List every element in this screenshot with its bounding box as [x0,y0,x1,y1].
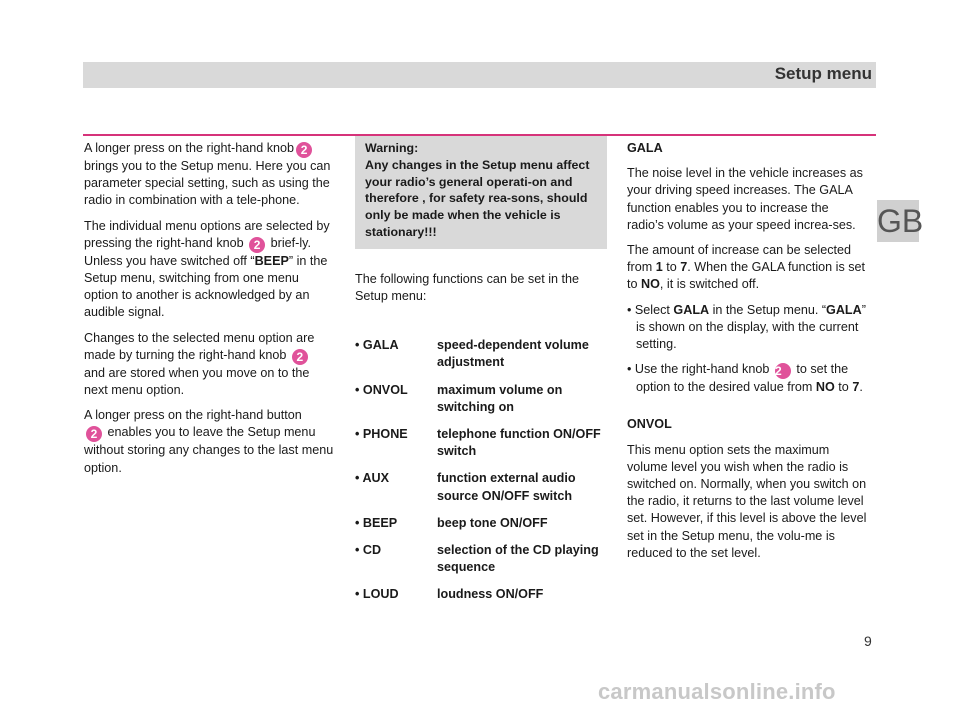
header-bar [83,62,876,88]
knob-2-icon: 2 [296,142,312,158]
paragraph-gala-amount: The amount of increase can be selected from 1 to 7. When the GALA function is set to NO, it is switched off. [627,243,866,292]
warning-title: Warning: [365,141,419,155]
paragraph-leave-setup: A longer press on the right-hand button 2 enables you to leave the Setup menu without storing any changes to the last menu option. [84,408,334,475]
paragraph-changes: Changes to the selected menu option are made by turning the right-hand knob 2 and are stored when you move on to the next menu option. [84,330,315,398]
functions-intro: The following functions can be set in the Setup menu: [355,271,580,303]
list-item: • GALA speed-dependent volume adjustment [355,338,589,370]
list-item: • PHONE telephone function ON/OFF switch [355,427,601,459]
section-title-gala: GALA [627,141,663,155]
knob-2-icon: 2 [775,363,791,379]
list-item: • BEEP beep tone ON/OFF [355,515,548,530]
watermark: carmanualsonline.info [598,679,836,704]
bullet-select-gala: • Select GALA in the Setup menu. “GALA” is shown on the display, with the current setting. [627,302,866,352]
paragraph-onvol: This menu option sets the maximum volume level you wish when the radio is switched on. Normally, when you switch on the radio, it returns to the last volume level set. However, if this level is above the level set in the Setup menu, the volu-me is reduced to the set level. [627,442,867,560]
bullet-use-knob: • Use the right-hand knob 2 to set the option to the desired value from NO to 7. [627,362,863,395]
page-title: Setup menu [774,64,872,83]
functions-list [355,337,610,603]
knob-2-icon: 2 [86,426,102,442]
page-number: 9 [864,633,872,649]
paragraph-setup-intro: A longer press on the right-hand knob 2 brings you to the Setup menu. Here you can parameter special setting, such as using the radio in combination with a tele-phone. [84,141,331,208]
knob-2-icon: 2 [249,237,265,253]
column-left [84,140,334,485]
paragraph-gala-noise: The noise level in the vehicle increases as your driving speed increases. The GALA function enables you to increase the radio’s volume as your speed increa-ses. [627,166,863,232]
column-right [627,140,867,570]
list-item: • AUX function external audio source ON/OFF switch [355,471,576,503]
knob-2-icon: 2 [292,349,308,365]
warning-box [355,136,607,249]
column-middle [355,140,610,614]
section-title-onvol: ONVOL [627,417,672,432]
list-item: • CD selection of the CD playing sequence [355,543,599,575]
warning-text: Any changes in the Setup menu affect your radio’s general operati-on and therefore , for safety rea-sons, should only be made when the vehicle is stationary!!! [365,157,590,239]
language-tab: GB [877,200,919,242]
paragraph-menu-options: The individual menu options are selected by pressing the right-hand knob 2 brief-ly. Unless you have switched off “BEEP” in the Setup menu, switching from one menu option to another is acknowledged by an audible signal. [84,218,330,320]
list-item: • LOUD loudness ON/OFF [355,587,544,602]
list-item: • ONVOL maximum volume on switching on [355,382,563,414]
